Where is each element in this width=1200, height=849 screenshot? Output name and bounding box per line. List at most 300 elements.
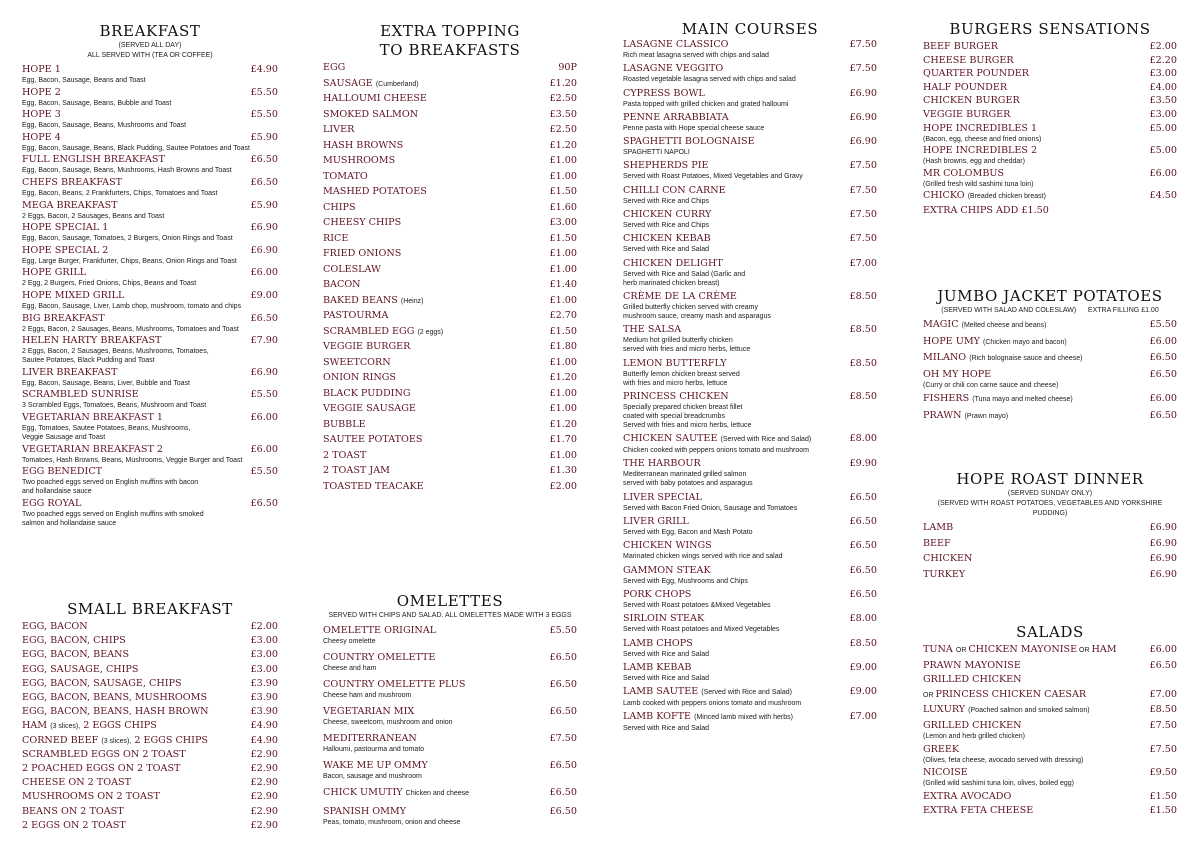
item-price: £6.90: [1149, 553, 1177, 564]
item-name: GAMMON STEAK: [623, 564, 711, 576]
menu-item: [623, 540, 877, 561]
menu-item: [923, 204, 1177, 217]
menu-item: [623, 458, 877, 488]
item-name: CHEESY CHIPS: [323, 217, 402, 228]
menu-item: [623, 63, 877, 84]
item-name-line: [623, 358, 877, 370]
menu-item: [22, 748, 278, 764]
item-price: £6.90: [1149, 537, 1177, 549]
extra-topping-list: [323, 61, 577, 495]
item-description: served with baby potatoes and asparagus: [623, 480, 753, 488]
item-name-line: [323, 247, 577, 260]
item-description: Egg, Bacon, Sausage, Beans, Black Pudding, Sautee Potatoes and Toast: [22, 144, 250, 152]
menu-item: [323, 325, 577, 341]
item-description: Served with Bacon Fried Onion, Sausage and Tomatoes: [623, 504, 798, 512]
item-price: £3.00: [250, 663, 278, 675]
item-name-line: [623, 258, 877, 270]
menu-item: [923, 766, 1177, 788]
menu-item: [323, 170, 577, 186]
item-name: MR COLOMBUS: [923, 167, 1005, 179]
item-name: EGG, BACON, BEANS, HASH BROWN: [22, 706, 209, 718]
item-name-line: [623, 88, 877, 100]
item-price: £2.00: [250, 621, 278, 632]
item-name: LAMB SAUTEE: [623, 686, 699, 698]
item-name: FULL ENGLISH BREAKFAST: [22, 154, 165, 166]
item-name: LIVER BREAKFAST: [22, 366, 118, 378]
menu-item: [623, 324, 877, 354]
menu-item: [623, 185, 877, 206]
menu-item: [323, 678, 577, 700]
breakfast-title: BREAKFAST: [99, 22, 201, 40]
item-name-line: [623, 209, 877, 221]
item-name: PRAWN MAYONISE: [923, 659, 1021, 671]
item-description: salmon and hollandaise sauce: [22, 519, 117, 527]
menu-item: [22, 819, 278, 835]
menu-item: [323, 108, 577, 124]
roast-sub1: (SERVED SUNDAY ONLY): [1007, 490, 1093, 497]
item-name-line: [623, 662, 877, 674]
item-note: OR: [955, 647, 969, 654]
item-name-line: [323, 340, 577, 353]
item-price: £8.50: [1149, 704, 1177, 716]
menu-item: [323, 216, 577, 232]
item-price: £6.50: [849, 588, 877, 600]
item-name-line: [323, 278, 577, 291]
jacket-section: [923, 287, 1177, 425]
item-name: PORK CHOPS: [623, 588, 692, 600]
item-name: 2 EGGS CHIPS: [131, 734, 208, 746]
item-name-line: [22, 762, 278, 775]
item-description: Egg, Bacon, Sausage, Liver, Lamb chop, mushroom, tomato and chips: [22, 302, 242, 310]
item-price: £2.90: [250, 777, 278, 789]
item-name-line: [323, 387, 577, 400]
menu-item: [323, 123, 577, 139]
item-name: MUSHROOMS ON 2 TOAST: [22, 791, 160, 803]
item-name: HOPE 1: [22, 64, 61, 75]
item-name-line: [323, 651, 577, 664]
item-name: PRAWN: [923, 409, 962, 421]
item-price: £4.90: [250, 64, 278, 75]
menu-item: [323, 77, 577, 93]
menu-item: [22, 108, 278, 130]
item-name: HELEN HARTY BREAKFAST: [22, 335, 162, 347]
item-description: Two poached eggs served on English muffins with bacon: [22, 479, 199, 487]
item-name-line: [22, 108, 278, 121]
item-description: coated with special breadcrumbs: [623, 412, 725, 420]
item-name-line: [323, 294, 577, 308]
menu-item: [923, 673, 1177, 686]
menu-item: [923, 335, 1177, 349]
item-description: Grilled butterfly chicken served with creamy: [623, 303, 758, 311]
item-name-line: [923, 94, 1177, 107]
item-name: CHILLI CON CARNE: [623, 184, 726, 196]
menu-item: [22, 648, 278, 664]
item-description: Marinated chicken wings served with rice and salad: [623, 553, 783, 561]
item-description: (Olives, feta cheese, avocado served with dressing): [923, 756, 1084, 764]
item-name-line: [323, 185, 577, 198]
item-note: (Melted cheese and beans): [961, 322, 1047, 329]
item-name: SMOKED SALMON: [323, 108, 419, 120]
item-name: BUBBLE: [323, 418, 366, 430]
item-name-line: [923, 743, 1177, 756]
item-price: £7.50: [549, 733, 577, 744]
menu-item: [22, 266, 278, 288]
item-price: £6.50: [1149, 659, 1177, 671]
item-name: NICOISE: [923, 767, 968, 779]
menu-item: [22, 443, 278, 465]
menu-item: [22, 131, 278, 153]
item-name-line: [623, 112, 877, 124]
item-name-line: [323, 356, 577, 369]
roast-list: [923, 521, 1177, 583]
item-name-line: [923, 409, 1177, 423]
item-description: Chicken cooked with peppers onions tomato and mushroom: [623, 447, 809, 455]
item-name: LAMB KOFTE: [623, 711, 692, 723]
item-name: HOPE 3: [22, 109, 61, 121]
item-price: £1.20: [549, 372, 577, 383]
item-price: £4.00: [1149, 81, 1177, 93]
item-name-line: [22, 63, 278, 76]
item-name: LIVER GRILL: [623, 516, 689, 528]
item-name: LAMB: [923, 522, 954, 533]
item-description: Served with Roast potatoes and Mixed Vegetables: [623, 626, 780, 634]
item-name: EXTRA AVOCADO: [923, 790, 1012, 802]
item-description: Penne pasta with Hope special cheese sauce: [623, 124, 765, 132]
item-description: herb marinated chicken breast): [623, 279, 720, 287]
menu-item: [323, 433, 577, 449]
menu-item: [22, 762, 278, 778]
item-name-line: [22, 648, 278, 661]
menu-item: [22, 366, 278, 388]
item-price: £2.90: [250, 819, 278, 831]
item-name: CRÈME DE LA CRÈME: [623, 290, 737, 302]
item-price: £6.90: [849, 87, 877, 99]
item-name-line: [22, 244, 278, 257]
menu-item: [323, 786, 577, 800]
item-name-line: [323, 61, 577, 74]
menu-item: [623, 686, 877, 708]
item-name: 2 POACHED EGGS ON 2 TOAST: [22, 763, 181, 775]
menu-item: [623, 711, 877, 733]
menu-item: [623, 492, 877, 513]
item-name: PRINCESS CHICKEN: [623, 390, 729, 402]
main-courses-title: MAIN COURSES: [681, 20, 819, 38]
item-name: LUXURY: [923, 704, 966, 716]
item-name: CHICKEN SAUTEE: [623, 433, 718, 445]
menu-item: [923, 703, 1177, 717]
item-price: £2.00: [1149, 41, 1177, 52]
item-name-line: [323, 139, 577, 152]
omelettes-section: [323, 592, 577, 832]
item-description: Cheese ham and mushroom: [323, 692, 412, 699]
item-name: SHEPHERDS PIE: [623, 160, 709, 172]
item-description: (Grilled fresh wild sashimi tuna loin): [923, 180, 1034, 188]
item-price: £6.00: [1149, 335, 1177, 347]
menu-item: [22, 221, 278, 243]
item-description: Served with Rice and Salad: [623, 246, 709, 254]
item-name-line: [923, 167, 1177, 180]
menu-item: [323, 356, 577, 372]
item-price: £1.00: [549, 403, 577, 414]
item-name-line: [22, 776, 278, 789]
small-breakfast-section: [22, 600, 278, 833]
item-name: FRIED ONIONS: [323, 248, 402, 259]
menu-item: [623, 136, 877, 157]
item-name: WAKE ME UP OMMY: [323, 760, 428, 771]
menu-item: [323, 185, 577, 201]
item-price: £6.90: [250, 244, 278, 256]
menu-item: [623, 39, 877, 60]
item-name: SCRAMBLED EGG: [323, 325, 415, 337]
item-name: MUSHROOMS: [323, 155, 396, 166]
item-name: HOPE INCREDIBLES 2: [923, 145, 1038, 157]
item-price: £1.70: [549, 434, 577, 445]
item-price: £1.60: [549, 201, 577, 213]
item-name-line: [623, 516, 877, 528]
omelettes-title: OMELETTES: [396, 592, 504, 610]
item-description: Butterfly lemon chicken breast served: [623, 370, 740, 378]
menu-item: [22, 153, 278, 175]
item-name: QUARTER POUNDER: [923, 68, 1030, 80]
item-name: THE HARBOUR: [623, 458, 701, 470]
menu-item: [623, 209, 877, 230]
burgers-list: [923, 40, 1177, 217]
item-name: CHIPS: [323, 201, 356, 213]
item-name-line: [923, 54, 1177, 67]
menu-item: [923, 743, 1177, 765]
item-description: Specially prepared chicken breast fillet: [623, 403, 743, 411]
item-description: Egg, Bacon, Beans, 2 Frankfurters, Chips, Tomatoes and Toast: [22, 189, 218, 197]
item-price: £1.50: [1149, 790, 1177, 802]
item-name-line: [923, 688, 1177, 702]
item-price: £7.00: [849, 257, 877, 269]
item-name: 2 EGGS ON 2 TOAST: [22, 819, 126, 831]
item-name-line: [923, 318, 1177, 332]
item-name-line: [22, 131, 278, 144]
item-price: £6.00: [250, 443, 278, 455]
item-name: CHICKEN WINGS: [623, 540, 712, 552]
item-name-line: [923, 67, 1177, 80]
item-name: HOPE GRILL: [22, 267, 87, 279]
item-name-line: [22, 388, 278, 401]
item-name: EGG, BACON, BEANS: [22, 649, 130, 661]
item-name: SIRLOIN STEAK: [623, 613, 705, 625]
item-name-line: [22, 411, 278, 424]
menu-item: [623, 589, 877, 610]
menu-item: [22, 465, 278, 496]
item-name: VEGETARIAN MIX: [323, 706, 415, 717]
menu-item: [22, 388, 278, 410]
menu-item: [923, 368, 1177, 390]
menu-item: [623, 391, 877, 430]
item-description: Egg, Bacon, Sausage, Beans, Liver, Bubble and Toast: [22, 379, 190, 387]
item-description: Egg, Bacon, Sausage, Tomatoes, 2 Burgers, Onion Rings and Toast: [22, 235, 233, 243]
item-price: £5.00: [1149, 122, 1177, 134]
item-price: £3.00: [1149, 68, 1177, 80]
item-price: £2.70: [549, 310, 577, 321]
item-name-line: [923, 81, 1177, 94]
item-name: CHICKEN DELIGHT: [623, 257, 723, 269]
item-price: £9.00: [250, 289, 278, 301]
item-price: £7.50: [1149, 743, 1177, 755]
item-price: £3.00: [250, 649, 278, 661]
item-name-line: [623, 711, 877, 724]
item-name-line: [22, 705, 278, 718]
salads-list: [923, 643, 1177, 817]
menu-item: [22, 176, 278, 198]
item-name-line: [323, 123, 577, 136]
item-description: Egg, Large Burger, Frankfurter, Chips, Beans, Onion Rings and Toast: [22, 257, 237, 265]
item-price: £3.90: [250, 677, 278, 689]
menu-item: [22, 312, 278, 334]
menu-item: [923, 167, 1177, 189]
item-name: CHICKO: [923, 190, 965, 202]
jacket-sub: (SERVED WITH SALAD AND COLESLAW) EXTRA FILLING £1.00: [941, 307, 1159, 314]
item-name-line: [323, 678, 577, 691]
item-description: with fries and micro herbs, lettuce: [623, 379, 728, 387]
item-name: CHICKEN BURGER: [923, 95, 1020, 107]
menu-item: [923, 688, 1177, 702]
item-description: and hollandaise sauce: [22, 488, 92, 496]
item-name: SAUTEE POTATOES: [323, 434, 423, 445]
item-description: mushroom sauce, creamy mash and asparagus: [623, 312, 771, 320]
item-price: £2.00: [549, 480, 577, 492]
item-name: CYPRESS BOWL: [623, 87, 705, 99]
item-name-line: [323, 263, 577, 276]
jacket-list: [923, 318, 1177, 423]
item-description: Two poached eggs served on English muffins with smoked: [22, 510, 204, 518]
item-name-line: [22, 266, 278, 279]
menu-item: [323, 651, 577, 673]
menu-item: [22, 663, 278, 679]
item-description: Medium hot grilled butterfly chicken: [623, 337, 733, 345]
item-price: £1.50: [549, 232, 577, 244]
item-name: SWEETCORN: [323, 356, 391, 368]
item-price: £7.50: [849, 39, 877, 50]
item-name: FISHERS: [923, 393, 970, 404]
menu-item: [923, 94, 1177, 107]
menu-item: [623, 433, 877, 455]
menu-item: [923, 409, 1177, 423]
item-name-line: [623, 589, 877, 601]
item-name-line: [623, 492, 877, 504]
item-name: SAUSAGE: [323, 77, 373, 89]
item-description: Served with Rice and Salad: [623, 650, 709, 658]
menu-item: [923, 144, 1177, 166]
item-name: SPANISH OMMY: [323, 806, 407, 817]
item-name-line: [323, 201, 577, 214]
item-name-line: [323, 805, 577, 818]
item-name-line: [623, 63, 877, 75]
menu-item: [923, 659, 1177, 672]
menu-item: [923, 521, 1177, 537]
item-description: Cheese, sweetcorn, mushroom and onion: [323, 719, 453, 726]
item-name: MEGA BREAKFAST: [22, 199, 118, 211]
item-price: £6.90: [849, 111, 877, 123]
item-description: Served with Rice and Salad: [623, 674, 709, 682]
item-note: (Minced lamb mixed with herbs): [694, 714, 793, 722]
item-price: £6.50: [250, 176, 278, 188]
item-note: (Rich bolognaise sauce and cheese): [969, 355, 1083, 362]
item-price: £3.50: [549, 108, 577, 120]
item-name-line: [22, 663, 278, 676]
item-name-line: [623, 458, 877, 470]
item-description: Egg, Bacon, Sausage, Beans, Mushrooms and Toast: [22, 122, 187, 130]
item-price: £7.00: [849, 711, 877, 723]
item-price: £7.50: [1149, 719, 1177, 731]
item-description: Served with Rice and Chips: [623, 197, 709, 205]
item-name-line: [22, 790, 278, 803]
item-name-line: [623, 39, 877, 51]
item-price: £6.50: [549, 787, 577, 798]
item-price: £5.50: [250, 86, 278, 98]
item-name-line: [323, 77, 577, 91]
item-name: CHICKEN CURRY: [623, 209, 712, 221]
item-name-line: [923, 40, 1177, 53]
item-name-line: [923, 122, 1177, 135]
menu-item: [323, 480, 577, 496]
item-name-line: [923, 790, 1177, 803]
menu-item: [323, 418, 577, 434]
item-price: £3.00: [549, 217, 577, 228]
item-name-line: [323, 402, 577, 415]
roast-sub2: (SERVED WITH ROAST POTATOES, VEGETABLES AND YORKSHIRE PUDDING): [937, 500, 1163, 517]
menu-item: [22, 677, 278, 693]
item-name: LAMB CHOPS: [623, 637, 693, 649]
item-price: £1.20: [549, 77, 577, 89]
menu-item: [323, 232, 577, 248]
item-price: £9.90: [849, 458, 877, 470]
item-price: £1.00: [549, 248, 577, 259]
item-name: BEEF: [923, 537, 951, 549]
item-price: £6.50: [849, 491, 877, 503]
menu-item: [323, 340, 577, 356]
item-name-line: [323, 433, 577, 446]
item-name-line: [323, 705, 577, 718]
item-name: EGG, BACON, CHIPS: [22, 635, 126, 647]
item-name-line: [323, 216, 577, 229]
item-description: (Bacon, egg, cheese and fried onions): [923, 135, 1042, 143]
roast-section: [923, 470, 1177, 583]
menu-item: [323, 449, 577, 465]
item-price: £6.50: [549, 679, 577, 690]
menu-item: [623, 291, 877, 321]
item-description: (Grilled wild sashimi tuna loin, olives, boiled egg): [923, 780, 1074, 788]
item-price: £7.50: [849, 233, 877, 245]
item-name: CHICKEN: [923, 553, 973, 564]
item-name: CHICKEN MAYONISE: [968, 644, 1078, 655]
item-price: £7.50: [849, 160, 877, 172]
item-name: LIVER: [323, 124, 355, 135]
item-name-line: [22, 366, 278, 379]
item-price: £6.00: [250, 267, 278, 279]
item-price: £2.90: [250, 791, 278, 803]
menu-item: [623, 112, 877, 133]
menu-item: [923, 719, 1177, 741]
item-name: EGG, BACON, BEANS, MUSHROOMS: [22, 692, 208, 704]
item-name-line: [22, 199, 278, 212]
item-name: MILANO: [923, 352, 967, 363]
item-name: CHICK UMUTIY: [323, 787, 403, 798]
item-name: BACON: [323, 279, 361, 290]
item-price: £6.00: [1149, 393, 1177, 404]
item-price: £1.50: [1149, 805, 1177, 817]
menu-item: [22, 719, 278, 735]
item-name: EGG BENEDICT: [22, 466, 103, 478]
burgers-section: [923, 20, 1177, 218]
item-description: Egg, Bacon, Sausage, Beans and Toast: [22, 77, 146, 84]
menu-item: [623, 613, 877, 634]
